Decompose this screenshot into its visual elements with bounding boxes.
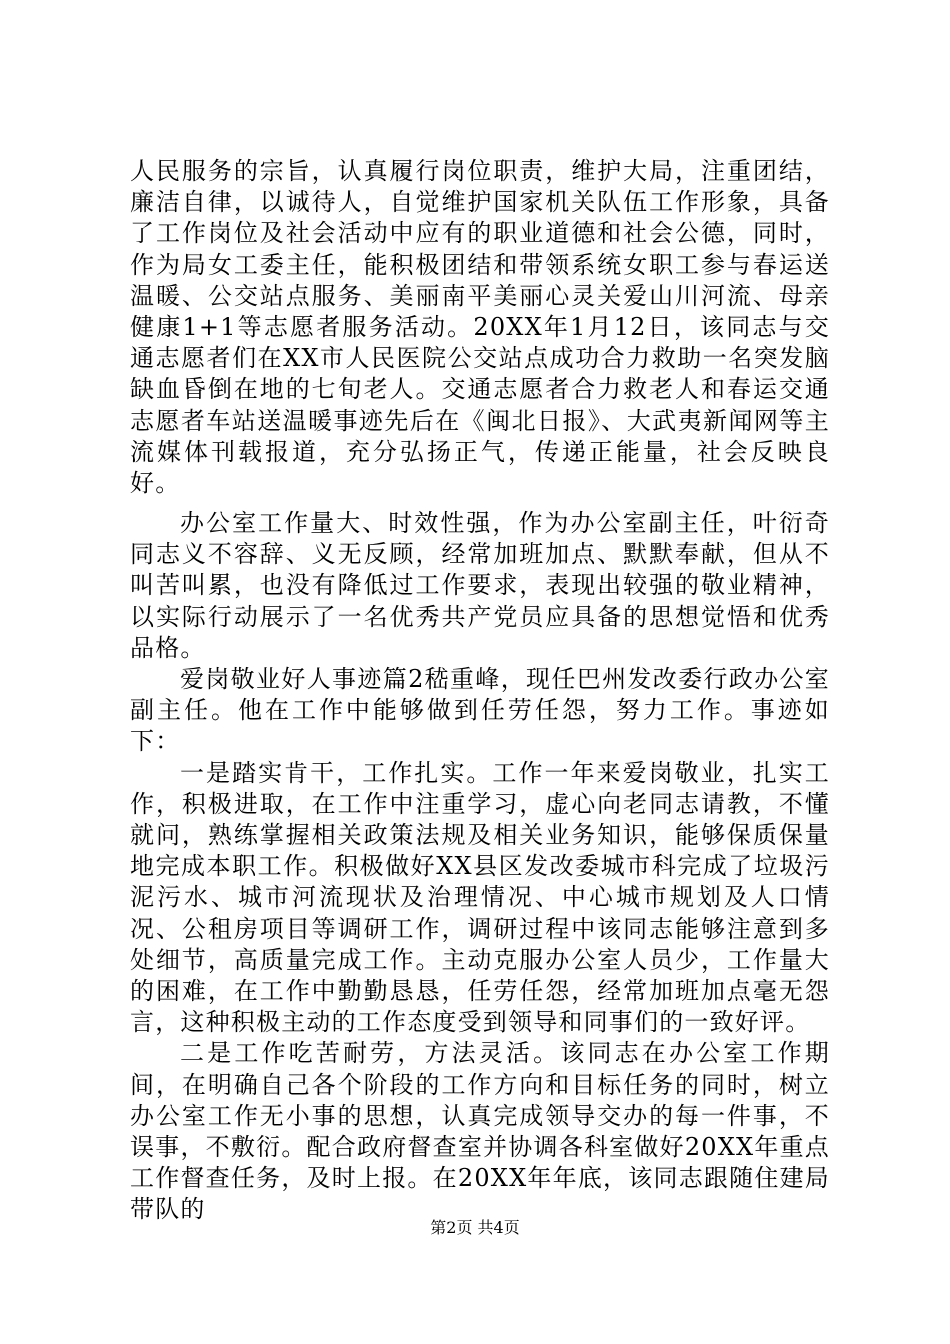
page-footer: 第2页 共4页 — [430, 1218, 520, 1237]
paragraph-article-heading: 爱岗敬业好人事迹篇2嵇重峰，现任巴州发改委行政办公室副主任。他在工作中能够做到任劳任怨，努力工作。事迹如下： — [130, 665, 830, 756]
paragraph-point-two: 二是工作吃苦耐劳，方法灵活。该同志在办公室工作期间，在明确自己各个阶段的工作方向和目标任务的同时，树立办公室工作无小事的思想，认真完成领导交办的每一件事，不误事，不敷衍。配合政府督查室并协调各科室做好20XX年重点工作督查任务，及时上报。在20XX年年底，该同志跟随住建局带队的 — [130, 1039, 830, 1224]
paragraph-office-work: 办公室工作量大、时效性强，作为办公室副主任，叶衍奇同志义不容辞、义无反顾，经常加班加点、默默奉献，但从不叫苦叫累，也没有降低过工作要求，表现出较强的敬业精神，以实际行动展示了一名优秀共产党员应具备的思想觉悟和优秀品格。 — [130, 509, 830, 662]
main-text-block — [130, 508, 830, 1226]
top-text-block — [130, 156, 830, 499]
paragraph-point-one: 一是踏实肯干，工作扎实。工作一年来爱岗敬业，扎实工作，积极进取，在工作中注重学习，虚心向老同志请教，不懂就问，熟练掌握相关政策法规及相关业务知识，能够保质保量地完成本职工作。积极做好XX县区发改委城市科完成了垃圾污泥污水、城市河流现状及治理情况、中心城市规划及人口情况、公租房项目等调研工作，调研过程中该同志能够注意到多处细节，高质量完成工作。主动克服办公室人员少，工作量大的困难，在工作中勤勤恳恳，任劳任怨，经常加班加点毫无怨言，这种积极主动的工作态度受到领导和同事们的一致好评。 — [130, 758, 830, 1037]
paragraph-continued: 人民服务的宗旨，认真履行岗位职责，维护大局，注重团结，廉洁自律，以诚待人，自觉维护国家机关队伍工作形象，具备了工作岗位及社会活动中应有的职业道德和社会公德，同时，作为局女工委主任，能积极团结和带领系统女职工参与春运送温暖、公交站点服务、美丽南平美丽心灵关爱山川河流、母亲健康1+1等志愿者服务活动。20XX年1月12日，该同志与交通志愿者们在XX市人民医院公交站点成功合力救助一名突发脑缺血昏倒在地的七旬老人。交通志愿者合力救老人和春运交通志愿者车站送温暖事迹先后在《闽北日报》、大武夷新闻网等主流媒体刊载报道，充分弘扬正气，传递正能量，社会反映良好。 — [130, 157, 830, 498]
